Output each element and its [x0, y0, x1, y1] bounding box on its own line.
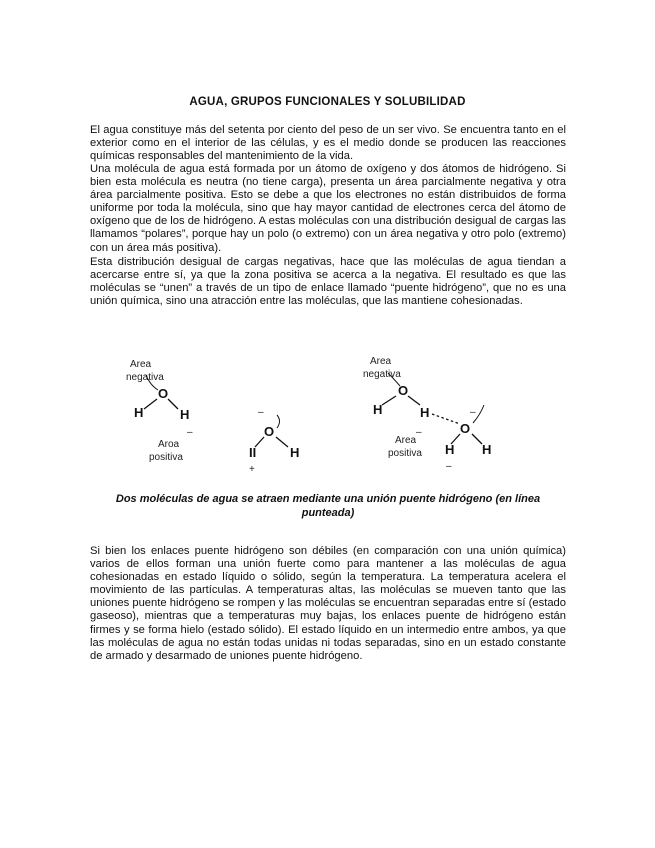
hydrogen-atom: H — [180, 407, 190, 422]
right-diagram — [363, 356, 491, 472]
hydrogen-atom: H — [445, 442, 455, 457]
minus-sign: – — [446, 461, 452, 472]
paragraph-hydrogen-bond: Esta distribución desigual de cargas negativas, hace que las moléculas de agua tiendan a acercarse entre sí, ya que la zona positiva se acerca a la negativa. El resultado es que las moléculas se “unen” a través de un tipo de enlace llamado “puente hidrógeno”, que no es una unión química, sino una atracción entre las moléculas, que las mantiene cohesionadas. — [90, 256, 566, 308]
paragraph-intro: El agua constituye más del setenta por ciento del peso de un ser vivo. Se encuentra tanto en el exterior como en el interior de las células, y es el medio donde se producen las reacciones químicas responsables del mantenimiento de la vida. — [90, 124, 566, 163]
hydrogen-atom: H — [482, 442, 492, 457]
plus-sign: + — [249, 464, 255, 475]
paragraph-states-of-matter: Si bien los enlaces puente hidrógeno son débiles (en comparación con una unión química) varios de ellos forman una unión fuerte como para mantener a las moléculas de agua cohesionadas en estado líquido o sólido, según la temperatura. La temperatura acelera el movimiento de las partículas. A temperaturas altas, las moléculas se mueven tanto que las uniones puente hidrógeno se rompen y las moléculas se encuentran separadas entre sí (estado gaseoso), mientras que a temperaturas muy bajas, los enlaces puente de hidrógeno están firmes y se forma hielo (estado sólido). El estado líquido en un intermedio entre ambos, ya que las moléculas de agua no están todas unidas ni todas separadas, sino en un estado constante de armado y desarmado de uniones puente hidrógeno. — [90, 545, 566, 662]
oxygen-atom: O — [398, 383, 409, 398]
bond-line — [382, 396, 396, 405]
area-negativa-label-line1: Area — [130, 359, 152, 370]
area-negativa-label-line2: negativa — [126, 372, 164, 383]
hydrogen-atom: H — [373, 402, 383, 417]
oxygen-atom: O — [460, 421, 471, 436]
minus-sign: – — [258, 407, 264, 418]
document-title: AGUA, GRUPOS FUNCIONALES Y SOLUBILIDAD — [189, 96, 466, 108]
bond-line — [472, 434, 482, 444]
minus-sign: – — [187, 427, 193, 438]
lone-pair-arc — [277, 415, 280, 428]
area-positiva-label-line1: Area — [395, 435, 417, 446]
minus-sign: – — [470, 407, 476, 418]
left-diagram — [126, 359, 299, 475]
hydrogen-atom: H — [420, 405, 430, 420]
paragraph-molecule: Una molécula de agua está formada por un átomo de oxígeno y dos átomos de hidrógeno. Si bien esta molécula es neutra (no tiene carga), presenta un área parcialmente negativa y otra área parcialmente positiva. Esto se debe a que los electrones no están distribuidos de forma uniforme por toda la molécula, sino que hay mayor cantidad de electrones cerca del átomo de oxígeno que de los de hidrógeno. A estas moléculas con una distribución desigual de cargas las llamamos “polares”, porque hay un polo (o extremo) con un área negativa y otro polo (extremo) con un área más positiva). — [90, 163, 566, 254]
bond-line — [408, 396, 420, 405]
figure-caption: Dos moléculas de agua se atraen mediante una unión puente hidrógeno (en línea punteada) — [115, 493, 541, 519]
water-molecules-diagram — [112, 343, 512, 480]
hydrogen-atom: H — [290, 445, 300, 460]
bond-line — [168, 399, 178, 409]
area-positiva-label-line2: positiva — [388, 448, 422, 459]
oxygen-atom: O — [264, 424, 275, 439]
hydrogen-atom: II — [249, 445, 257, 460]
area-positiva-label-line1: Aroa — [158, 439, 180, 450]
bond-line — [276, 437, 288, 447]
area-negativa-label-line1: Area — [370, 356, 392, 367]
hydrogen-atom: H — [134, 405, 144, 420]
hydrogen-bond-dotted-line — [432, 414, 460, 424]
area-positiva-label-line2: positiva — [149, 452, 183, 463]
bond-line — [255, 437, 264, 447]
area-negativa-label-line2: negativa — [363, 369, 401, 380]
minus-sign: – — [416, 427, 422, 438]
oxygen-atom: O — [158, 386, 169, 401]
water-molecules-figure — [112, 343, 512, 480]
bond-line — [144, 399, 157, 409]
